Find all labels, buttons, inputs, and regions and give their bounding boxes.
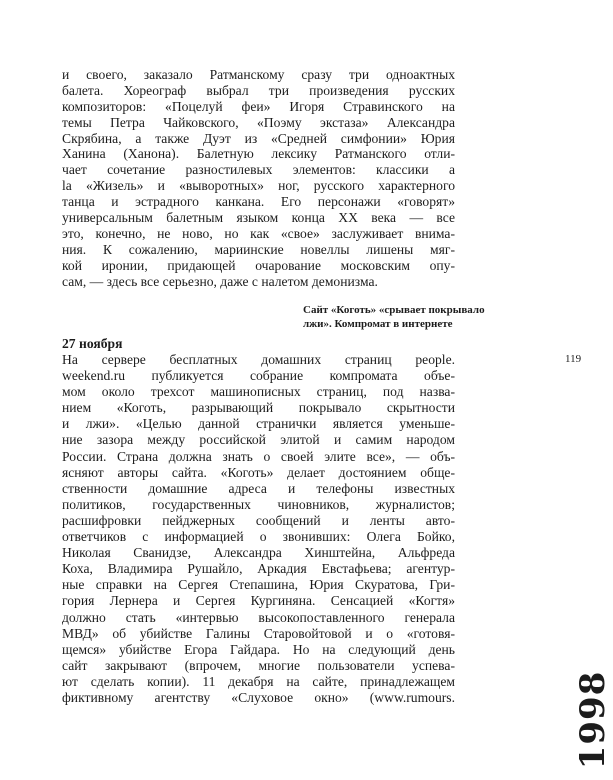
text-line: фиктивному агентству «Слуховое окно» (www.rumours. <box>62 689 455 705</box>
text-line: сайт закрывают (впрочем, многие пользователи успева- <box>62 657 455 673</box>
text-line: На сервере бесплатных домашних страниц people. <box>62 352 455 367</box>
text-line: танца и эстрадного канкана. Его персонажи «говорят» <box>62 194 455 210</box>
side-heading-line: Сайт «Коготь» «срывает покрывало <box>303 304 485 316</box>
text-line: Коха, Владимира Рушайло, Аркадия Евстафьева; агентур- <box>62 561 455 577</box>
text-line: России. Страна должна знать о своей элите все», — объ- <box>62 448 455 464</box>
text-line: это, конечно, не ново, но как «свое» заслуживает внима- <box>62 225 455 241</box>
text-line: щемся» убийстве Егора Гайдара. Но на следующий день <box>62 641 455 657</box>
text-line: должно стать «интервью высокопоставленного генерала <box>62 609 455 625</box>
year-marker: 1998 <box>573 670 613 770</box>
text-line: Николая Сванидзе, Александра Хинштейна, Альфреда <box>62 545 455 561</box>
text-line: гория Лернера и Сергея Кургиняна. Сенсацией «Когтя» <box>62 593 455 609</box>
text-line: Скрябина, а также Дуэт из «Средней симфонии» Юрия <box>62 130 455 146</box>
text-line: ют сделать копии). 11 декабря на сайте, принадлежащем <box>62 673 455 689</box>
entry-date: 27 ноября <box>62 336 123 351</box>
text-line: универсальным балетным языком конца XX века — все <box>62 210 455 226</box>
page-number: 119 <box>565 353 582 365</box>
text-line: политиков, государственных чиновников, журналистов; <box>62 496 455 512</box>
text-line: Ханина (Ханона). Балетную лексику Ратманского отли- <box>62 146 455 162</box>
text-line: weekend.ru публикуется собрание компромата объе- <box>62 368 455 384</box>
text-line: сам, — здесь все серьезно, даже с налетом демонизма. <box>62 273 378 289</box>
paragraph-ballet <box>62 67 455 289</box>
text-line: балета. Хореограф выбрал три произведения русских <box>62 82 455 98</box>
text-line: ответчиков с информацией о звонивших: Олега Бойко, <box>62 529 455 545</box>
text-line: ние зазора между российской элитой и самим народом <box>62 432 455 448</box>
text-line: мом около трехсот машинописных страниц, под назва- <box>62 384 455 400</box>
paragraph-kogot <box>62 352 455 706</box>
text-line: МВД» об убийстве Галины Старовойтовой и о «готовя- <box>62 625 455 641</box>
text-line: la «Жизель» и «выворотных» ног, русского характерного <box>62 178 455 194</box>
text-line: нием «Коготь, разрывающий покрывало скрытности <box>62 400 455 416</box>
text-line: и лжи». «Целью данной странички является уменьше- <box>62 416 455 432</box>
text-line: темы Петра Чайковского, «Поэму экстаза» Александра <box>62 114 455 130</box>
text-line: расшифровки пейджерных сообщений и ленты авто- <box>62 512 455 528</box>
text-line: ственности домашние адреса и телефоны известных <box>62 480 455 496</box>
text-line: чает сочетание разностилевых элементов: классики а <box>62 162 455 178</box>
side-heading <box>303 303 485 331</box>
text-line: ния. К сожалению, мариинские новеллы лишены мяг- <box>62 241 455 257</box>
text-line: ные справки на Сергея Степашина, Юрия Скуратова, Гри- <box>62 577 455 593</box>
side-heading-line: лжи». Компромат в интернете <box>303 318 453 330</box>
text-line: кой иронии, придающей очарование московским опу- <box>62 257 455 273</box>
text-line: ясняют авторы сайта. «Коготь» делает достоянием обще- <box>62 464 455 480</box>
text-line: и своего, заказало Ратманскому сразу три одноактных <box>62 67 455 82</box>
text-line: композиторов: «Поцелуй феи» Игоря Стравинского на <box>62 98 455 114</box>
